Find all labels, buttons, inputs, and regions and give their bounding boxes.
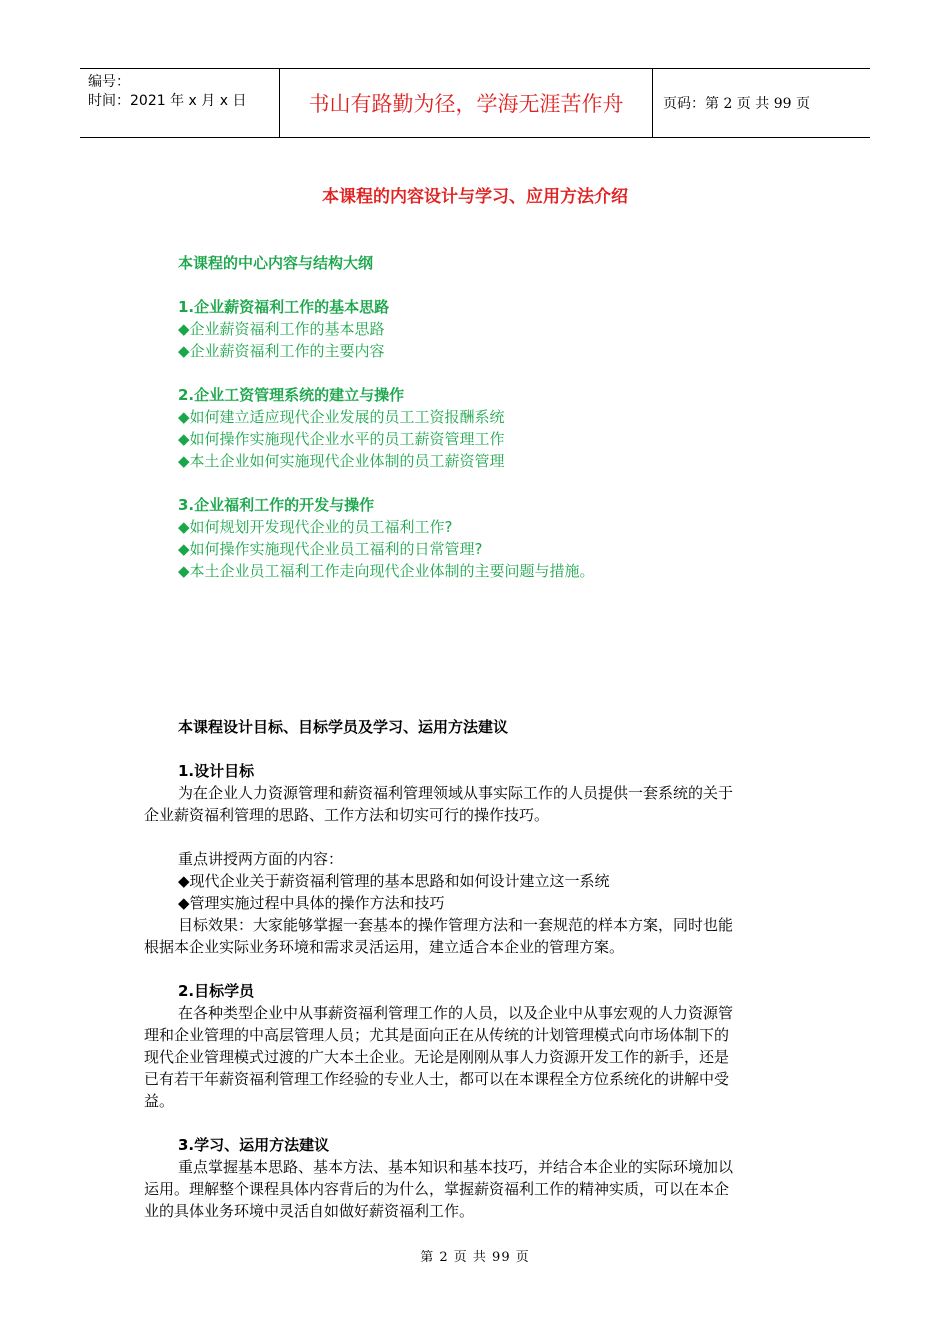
list-item: ◆本土企业如何实施现代企业体制的员工薪资管理 [178,452,505,470]
students-line: 现代企业管理模式过渡的广大本土企业。无论是刚刚从事人力资源开发工作的新手，还是 [144,1048,730,1066]
students-line: 已有若干年薪资福利管理工作经验的专业人士，都可以在本课程全方位系统化的讲解中受 [144,1070,730,1088]
method-line: 运用。理解整个课程具体内容背后的为什么，掌握薪资福利工作的精神实质，可以在本企 [144,1180,730,1198]
list-item: ◆管理实施过程中具体的操作方法和技巧 [178,894,445,912]
students-line: 理和企业管理的中高层管理人员；尤其是面向正在从传统的计划管理模式向市场体制下的 [144,1026,730,1044]
list-item: ◆如何规划开发现代企业的员工福利工作? [178,518,453,536]
page-footer: 第 2 页 共 99 页 [420,1250,530,1265]
effect-line: 根据本企业实际业务环境和需求灵活运用，建立适合本企业的管理方案。 [144,938,625,956]
students-title: 2.目标学员 [178,982,255,1000]
list-item: ◆本土企业员工福利工作走向现代企业体制的主要问题与措施。 [178,562,595,580]
outline-section-2-title: 2.企业工资管理系统的建立与操作 [178,386,405,404]
method-title: 3.学习、运用方法建议 [178,1136,330,1154]
focus-intro: 重点讲授两方面的内容： [178,850,344,868]
outline-section-1-title: 1.企业薪资福利工作的基本思路 [178,298,390,316]
page-title: 本课程的内容设计与学习、应用方法介绍 [322,187,628,207]
list-item: ◆企业薪资福利工作的主要内容 [178,342,385,360]
list-item: ◆如何操作实施现代企业员工福利的日常管理? [178,540,483,558]
outline-section-3-title: 3.企业福利工作的开发与操作 [178,496,375,514]
students-line: 益。 [144,1092,175,1110]
outline-heading: 本课程的中心内容与结构大纲 [178,254,374,272]
header-date: 时间：2021 年 x 月 x 日 [88,93,247,109]
header-motto: 书山有路勤为径，学海无涯苦作舟 [280,69,653,137]
list-item: ◆如何操作实施现代企业水平的员工薪资管理工作 [178,430,505,448]
list-item: ◆如何建立适应现代企业发展的员工工资报酬系统 [178,408,505,426]
method-line: 重点掌握基本思路、基本方法、基本知识和基本技巧，并结合本企业的实际环境加以 [178,1158,734,1176]
method-line: 业的具体业务环境中灵活自如做好薪资福利工作。 [144,1202,475,1220]
list-item: ◆现代企业关于薪资福利管理的基本思路和如何设计建立这一系统 [178,872,610,890]
students-line: 在各种类型企业中从事薪资福利管理工作的人员，以及企业中从事宏观的人力资源管 [178,1004,734,1022]
design-heading: 本课程设计目标、目标学员及学习、运用方法建议 [178,718,509,736]
header-page-info: 页码：第 2 页 共 99 页 [663,96,810,112]
page-header [80,68,870,138]
goal-line: 企业薪资福利管理的思路、工作方法和切实可行的操作技巧。 [144,806,550,824]
header-meta [80,69,280,137]
list-item: ◆企业薪资福利工作的基本思路 [178,320,385,338]
effect-line: 目标效果：大家能够掌握一套基本的操作管理方法和一套规范的样本方案，同时也能 [178,916,734,934]
goal-title: 1.设计目标 [178,762,255,780]
header-number: 编号： [88,74,130,90]
goal-line: 为在企业人力资源管理和薪资福利管理领域从事实际工作的人员提供一套系统的关于 [178,784,734,802]
